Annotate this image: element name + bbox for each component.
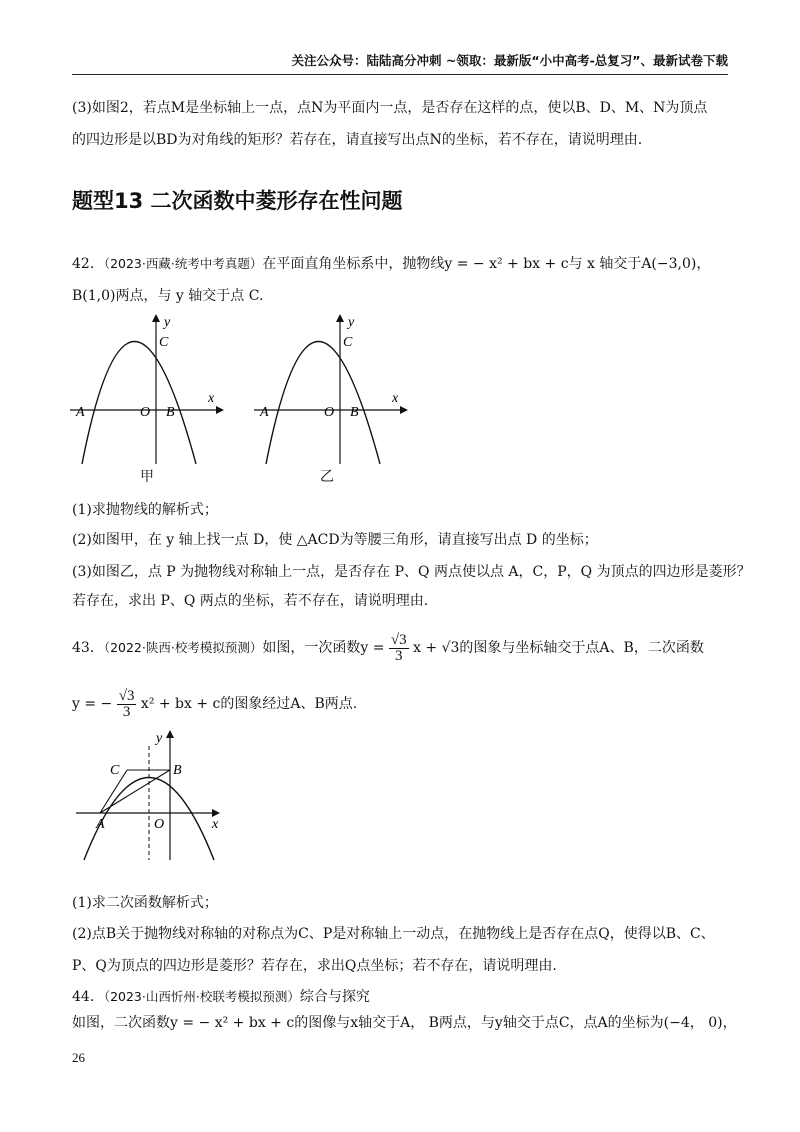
q42-sub-2: (2)如图甲，在 y 轴上找一点 D，使 △ACD为等腰三角形，请直接写出点 D 的坐标； — [72, 532, 598, 548]
label-O: O — [140, 405, 151, 420]
page-number: 26 — [72, 1050, 85, 1065]
q44-number: 44． — [72, 989, 104, 1005]
label-C: C — [110, 763, 120, 778]
label-A: A — [260, 405, 269, 420]
q43-number: 43． — [72, 640, 104, 656]
y-axis-arrow — [152, 314, 160, 322]
q42-figure-jia — [68, 314, 228, 474]
label-A: A — [96, 817, 105, 832]
x-axis-arrow — [212, 809, 220, 817]
label-C: C — [343, 335, 353, 350]
q43-sub-1: (1)求二次函数解析式； — [72, 895, 218, 911]
label-y: y — [348, 315, 355, 330]
label-O: O — [324, 405, 335, 420]
q44-source: （2023·山西忻州·校联考模拟预测） — [103, 989, 300, 1004]
y-axis-arrow — [336, 314, 344, 322]
q42-line-1 — [72, 254, 728, 274]
label-B: B — [166, 405, 175, 420]
x-axis-arrow — [400, 406, 408, 414]
fraction-sqrt3-over-3-b: $\frac{√3}{3}$ — [118, 687, 135, 720]
x-axis-arrow — [216, 406, 224, 414]
q42-line-2: B(1,0)两点，与 y 轴交于点 C. — [72, 288, 264, 304]
label-y: y — [156, 731, 163, 746]
label-A: A — [76, 405, 85, 420]
q43-line2-post: x² + bx + c的图象经过A、B两点. — [140, 696, 358, 712]
label-x: x — [212, 817, 219, 832]
y-axis-arrow — [166, 730, 174, 738]
caption-yi: 乙 — [320, 469, 334, 485]
q43-source: （2022·陕西·校考模拟预测） — [103, 640, 263, 655]
q44-line-1: 如图，二次函数y = − x² + bx + c的图像与x轴交于A， B两点，与y轴交于点C，点A的坐标为(−4， 0)， — [72, 1015, 737, 1031]
label-x: x — [392, 391, 399, 406]
q43-line-2 — [72, 684, 728, 724]
parabola — [82, 342, 196, 465]
section-title: 题型13 二次函数中菱形存在性问题 — [72, 189, 403, 213]
q42-sub-1: (1)求抛物线的解析式； — [72, 502, 218, 518]
label-B: B — [350, 405, 359, 420]
q42-figure-yi — [252, 314, 412, 474]
intro-line-2: 的四边形是以BD为对角线的矩形？若存在，请直接写出点N的坐标，若不存在，请说明理由. — [72, 132, 643, 148]
caption-jia: 甲 — [140, 469, 154, 485]
q43-text-pre: 如图，一次函数y = — [262, 640, 385, 656]
q42-sub-3b: 若存在，求出 P、Q 两点的坐标，若不存在，请说明理由. — [72, 593, 429, 609]
label-B: B — [173, 763, 182, 778]
label-C: C — [159, 335, 169, 350]
label-x: x — [208, 391, 215, 406]
q42-text-1: 在平面直角坐标系中，抛物线y = − x² + bx + c与 x 轴交于A(−3,0)， — [262, 256, 711, 272]
parabola — [266, 342, 380, 465]
q43-line-1 — [72, 628, 728, 668]
q43-sub-2b: P、Q为顶点的四边形是菱形？若存在，求出Q点坐标；若不存在，请说明理由. — [72, 958, 557, 974]
q43-line2-pre: y = − — [72, 696, 113, 712]
q44-title: 综合与探究 — [299, 989, 370, 1005]
q44-line-0 — [72, 987, 728, 1007]
q43-figure — [74, 730, 234, 870]
label-O: O — [154, 817, 165, 832]
intro-line-1: (3)如图2，若点M是坐标轴上一点，点N为平面内一点，是否存在这样的点，使以B、D、M、N为顶点 — [72, 100, 708, 116]
page-header: 关注公众号：陆陆高分冲刺 ~领取：最新版“小中高考-总复习”、最新试卷下载 — [72, 52, 728, 75]
fraction-sqrt3-over-3: $\frac{√3}{3}$ — [390, 631, 407, 664]
q43-sub-2a: (2)点B关于抛物线对称轴的对称点为C、P是对称轴上一动点，在抛物线上是否存在点Q，使得以B、C、 — [72, 926, 715, 942]
q43-text-post: x + √3的图象与坐标轴交于点A、B，二次函数 — [413, 640, 704, 656]
q42-sub-3a: (3)如图乙，点 P 为抛物线对称轴上一点，是否存在 P、Q 两点使以点 A，C，P，Q 为顶点的四边形是菱形？ — [72, 564, 751, 580]
q42-source: （2023·西藏·统考中考真题） — [103, 256, 263, 271]
label-y: y — [164, 315, 171, 330]
q42-number: 42． — [72, 256, 104, 272]
